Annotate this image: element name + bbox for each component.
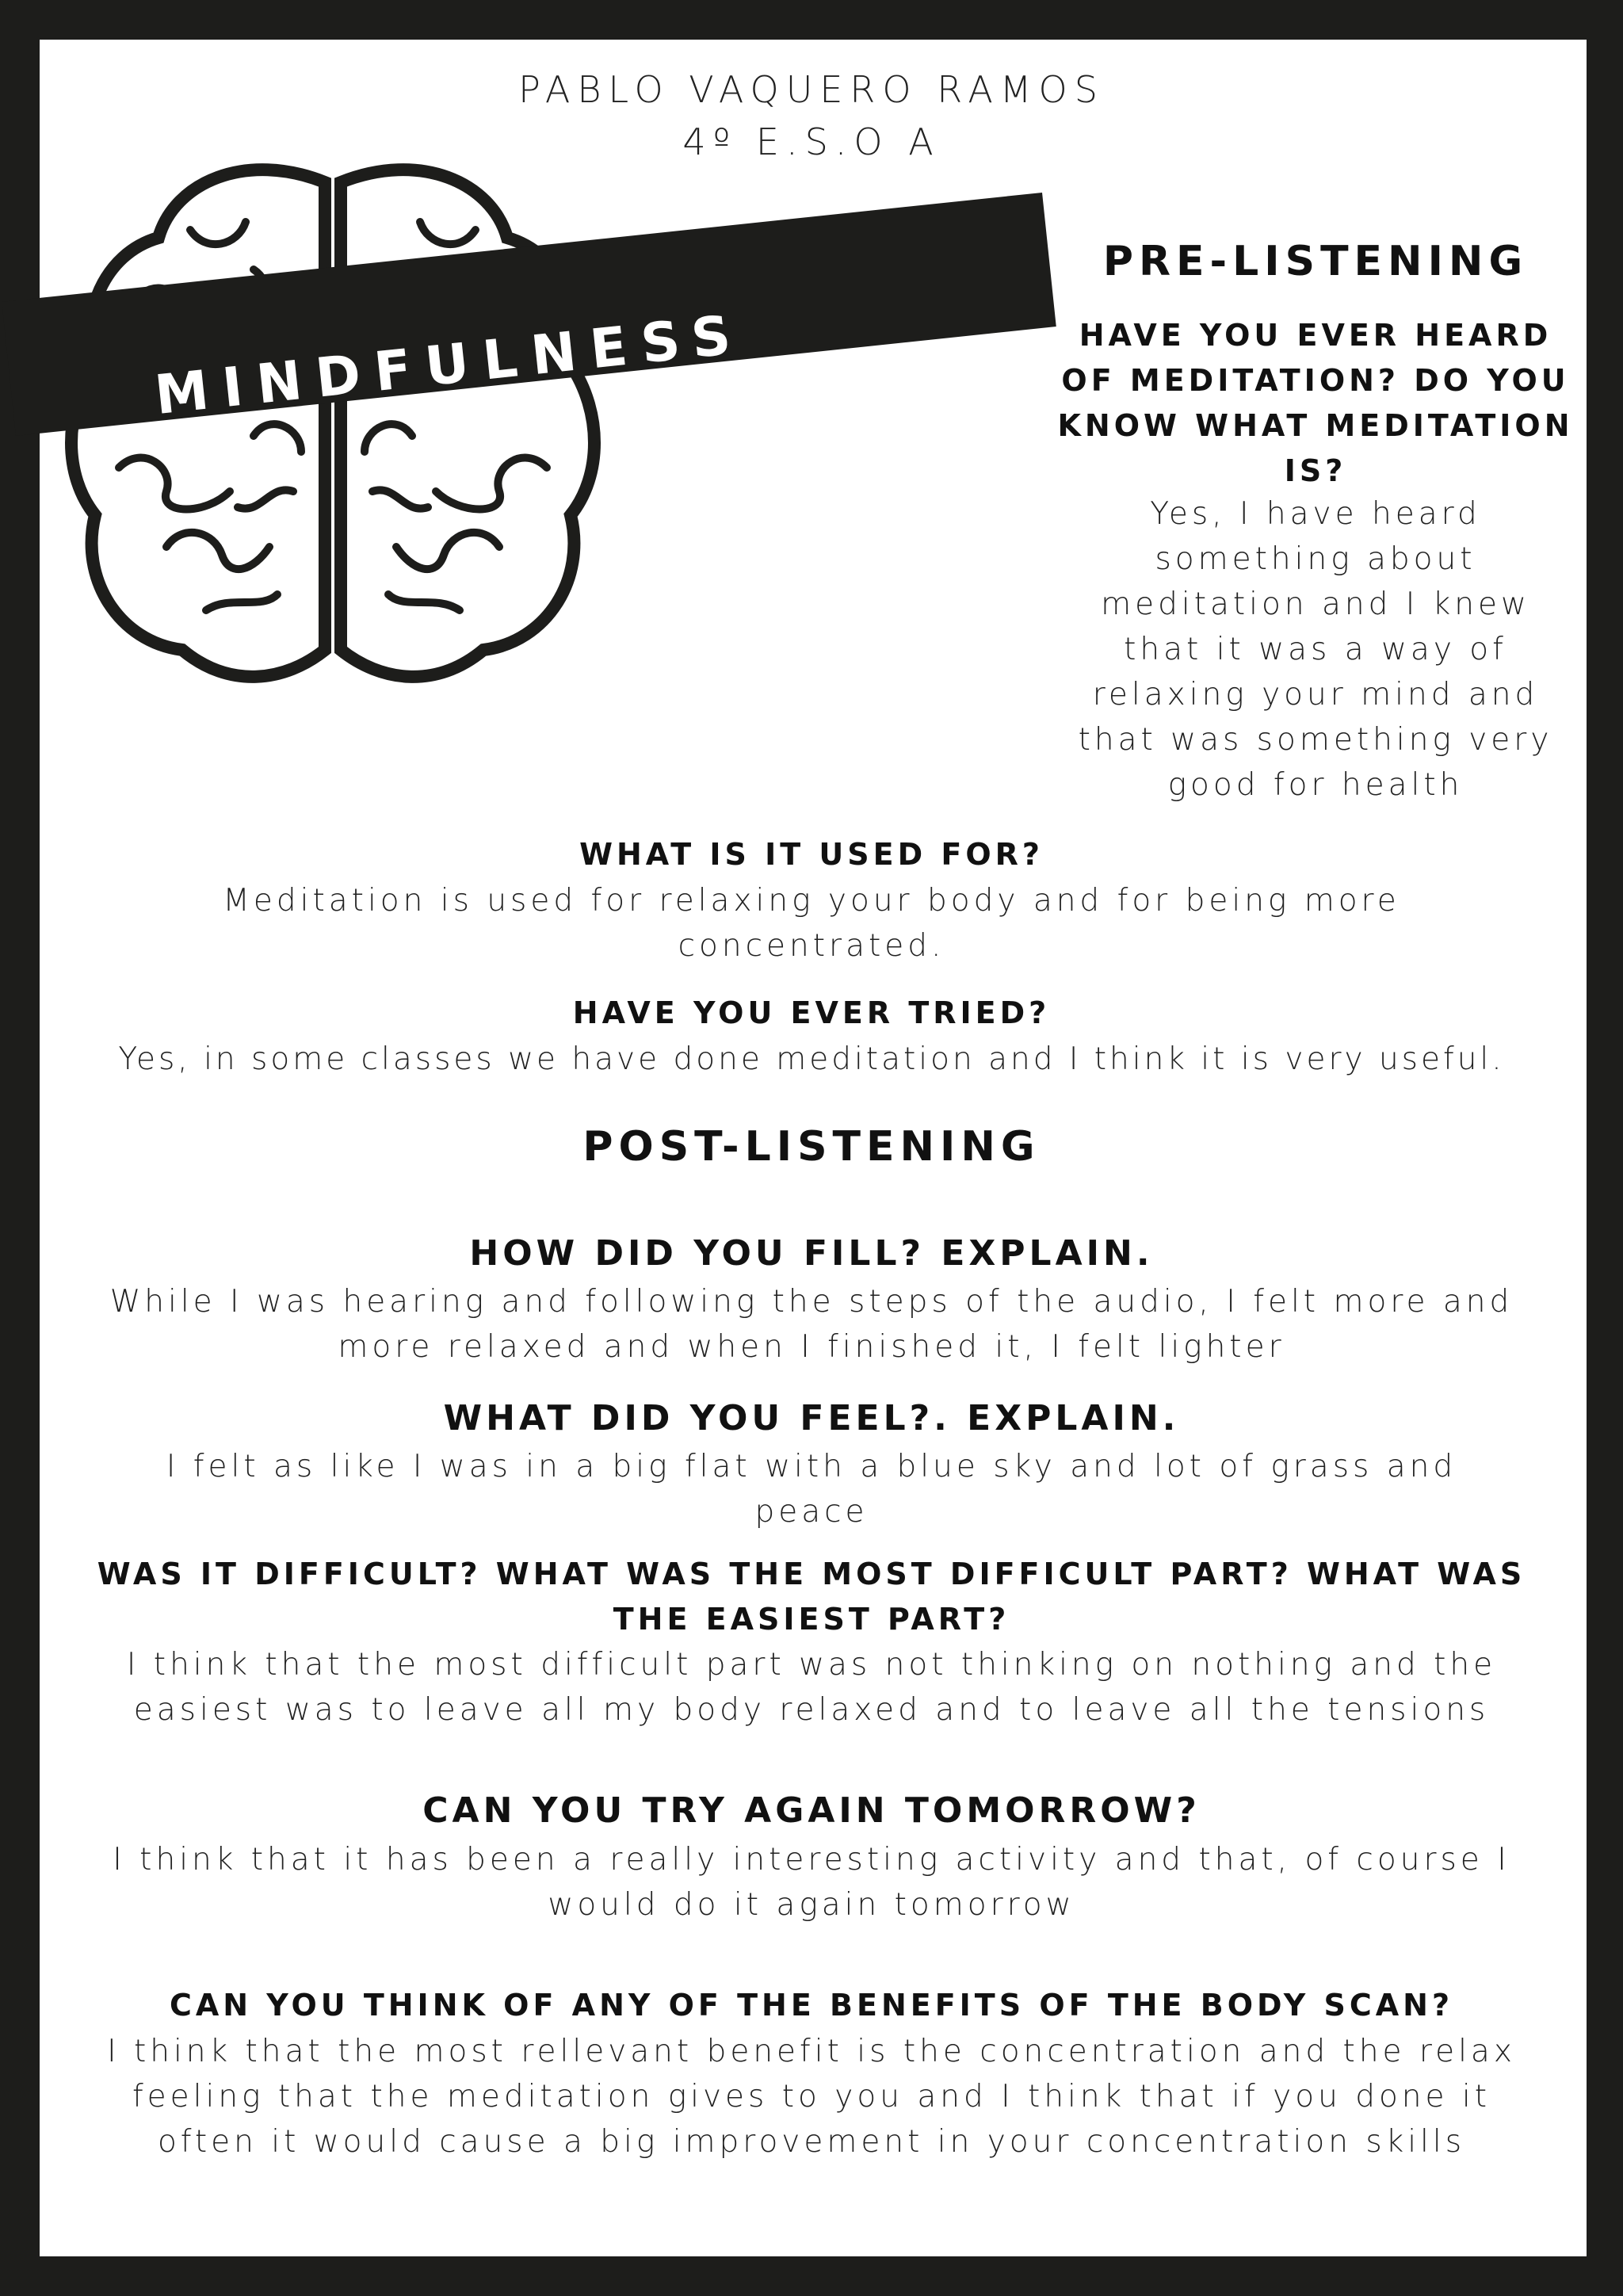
- class-label: 4º E.S.O A: [682, 120, 941, 163]
- pre-question-3: HAVE YOU EVER TRIED?: [572, 995, 1051, 1030]
- post-answer-4: I think that it has been a really interesting activity and that, of course I would do it again tomorrow: [113, 1842, 1510, 1923]
- pre-question-2: WHAT IS IT USED FOR?: [579, 837, 1044, 872]
- post-question-1: HOW DID YOU FILL? EXPLAIN.: [469, 1233, 1154, 1274]
- banner-title: MINDFULNESS: [151, 303, 748, 427]
- post-question-3: WAS IT DIFFICULT? WHAT WAS THE MOST DIFFICULT PART? WHAT WAS THE EASIEST PART?: [97, 1557, 1526, 1637]
- post-answer-5: I think that the most rellevant benefit is the concentration and the relax feeling that the meditation gives to you and I think that if you done it often it would cause a big improvement in your concentration skills: [107, 2034, 1516, 2160]
- post-question-2: WHAT DID YOU FEEL?. EXPLAIN.: [443, 1398, 1180, 1438]
- post-question-4: CAN YOU TRY AGAIN TOMORROW?: [422, 1790, 1201, 1831]
- post-answer-2: I felt as like I was in a big flat with a blue sky and lot of grass and peace: [166, 1449, 1457, 1530]
- post-question-5: CAN YOU THINK OF ANY OF THE BENEFITS OF THE BODY SCAN?: [169, 1988, 1454, 2023]
- post-answer-1: While I was hearing and following the steps of the audio, I felt more and more relaxed and when I finished it, I felt lighter: [109, 1284, 1514, 1365]
- pre-question-1: HAVE YOU EVER HEARD OF MEDITATION? DO YOU KNOW WHAT MEDITATION IS?: [1057, 318, 1574, 488]
- pre-answer-2: Meditation is used for relaxing your body and for being more concentrated.: [223, 883, 1400, 964]
- pre-listening-title: PRE-LISTENING: [1102, 238, 1529, 285]
- author-name: PABLO VAQUERO RAMOS: [518, 68, 1105, 111]
- post-listening-title: POST-LISTENING: [582, 1123, 1041, 1171]
- pre-answer-1: Yes, I have heard something about meditation and I knew that it was a way of relaxing your mind and that was something very good for health: [1078, 496, 1553, 803]
- post-answer-3: I think that the most difficult part was not thinking on nothing and the easiest was to leave all my body relaxed and to leave all the tensions: [126, 1647, 1497, 1728]
- pre-answer-3: Yes, in some classes we have done meditation and I think it is very useful.: [118, 1041, 1505, 1077]
